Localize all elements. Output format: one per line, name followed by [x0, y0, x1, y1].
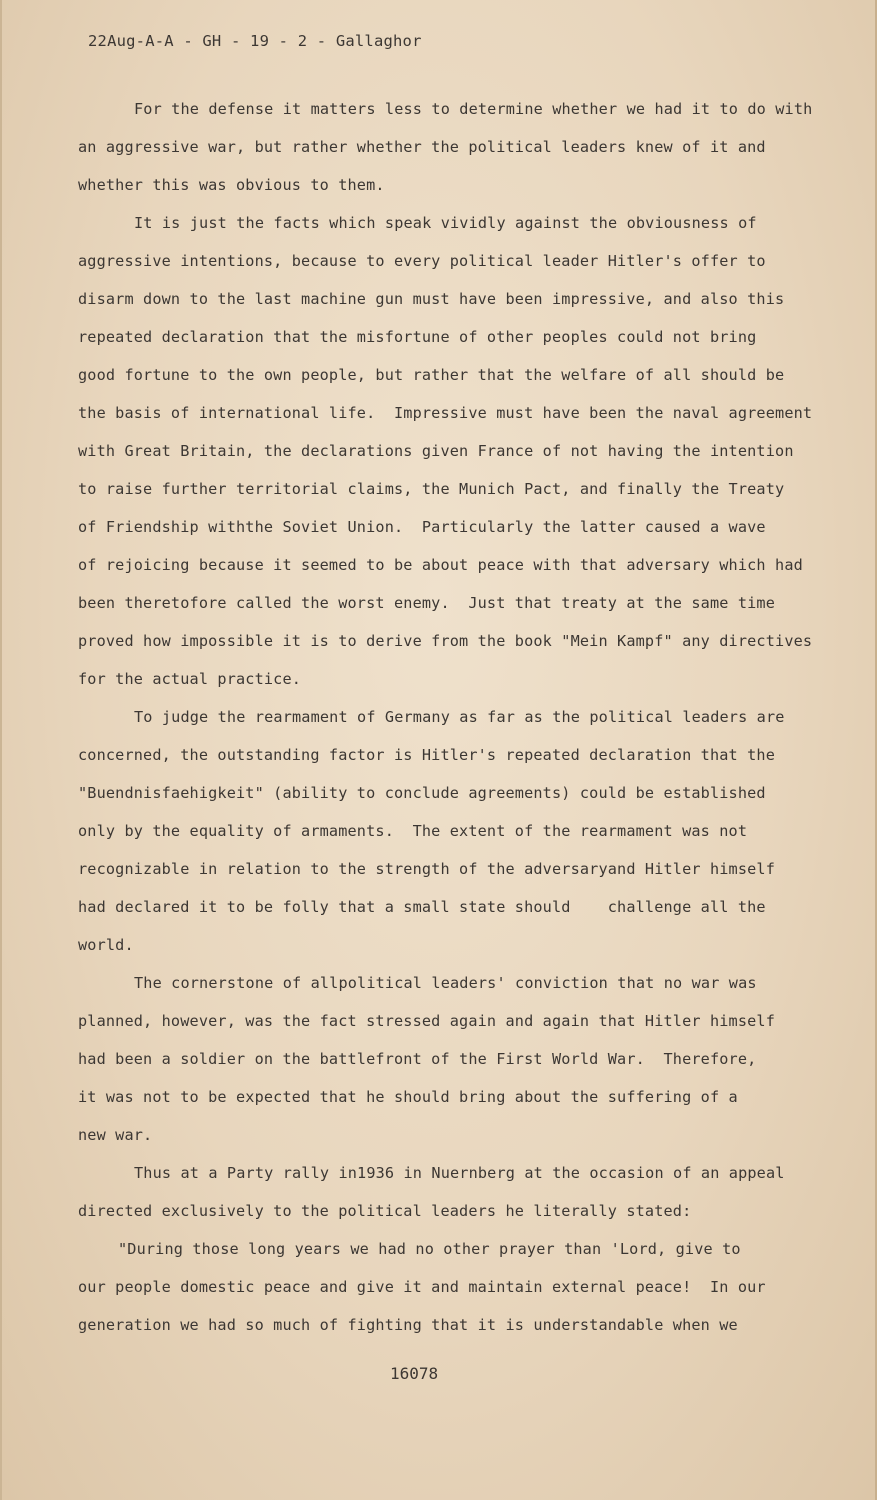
text-line: of Friendship withthe Soviet Union. Particularly the latter caused a wave	[78, 518, 766, 536]
text-line: It is just the facts which speak vividly against the obviousness of	[134, 214, 757, 232]
text-line: with Great Britain, the declarations given France of not having the intention	[78, 442, 794, 460]
text-line: repeated declaration that the misfortune of other peoples could not bring	[78, 328, 757, 346]
text-line: for the actual practice.	[78, 670, 302, 688]
text-line: disarm down to the last machine gun must have been impressive, and also this	[78, 290, 785, 308]
text-line: To judge the rearmament of Germany as far as the political leaders are	[134, 708, 785, 726]
text-line: concerned, the outstanding factor is Hitler's repeated declaration that the	[78, 746, 776, 764]
text-line: The cornerstone of allpolitical leaders' conviction that no war was	[134, 974, 757, 992]
text-line: our people domestic peace and give it and maintain external peace! In our	[78, 1278, 766, 1296]
text-line: "During those long years we had no other prayer than 'Lord, give to	[118, 1240, 741, 1258]
text-line: For the defense it matters less to determine whether we had it to do with	[134, 100, 813, 118]
text-line: it was not to be expected that he should bring about the suffering of a	[78, 1088, 738, 1106]
text-line: an aggressive war, but rather whether the political leaders knew of it and	[78, 138, 766, 156]
text-line: good fortune to the own people, but rather that the welfare of all should be	[78, 366, 785, 384]
text-line: directed exclusively to the political leaders he literally stated:	[78, 1202, 692, 1220]
text-line: "Buendnisfaehigkeit" (ability to conclude agreements) could be established	[78, 784, 766, 802]
text-line: Thus at a Party rally in1936 in Nuernberg at the occasion of an appeal	[134, 1164, 785, 1182]
text-line: the basis of international life. Impressive must have been the naval agreement	[78, 404, 813, 422]
text-line: been theretofore called the worst enemy. Just that treaty at the same time	[78, 594, 776, 612]
text-line: had declared it to be folly that a small state should challenge all the	[78, 898, 766, 916]
text-line: only by the equality of armaments. The extent of the rearmament was not	[78, 822, 748, 840]
text-line: of rejoicing because it seemed to be about peace with that adversary which had	[78, 556, 803, 574]
document-header: 22Aug-A-A - GH - 19 - 2 - Gallaghor	[88, 32, 422, 50]
text-line: to raise further territorial claims, the Munich Pact, and finally the Treaty	[78, 480, 785, 498]
text-line: aggressive intentions, because to every political leader Hitler's offer to	[78, 252, 766, 270]
text-line: planned, however, was the fact stressed again and again that Hitler himself	[78, 1012, 776, 1030]
document-body	[78, 90, 848, 1344]
text-line: new war.	[78, 1126, 153, 1144]
text-line: whether this was obvious to them.	[78, 176, 385, 194]
text-line: generation we had so much of fighting that it is understandable when we	[78, 1316, 738, 1334]
text-line: had been a soldier on the battlefront of the First World War. Therefore,	[78, 1050, 757, 1068]
page-number: 16078	[390, 1364, 439, 1383]
text-line: proved how impossible it is to derive from the book "Mein Kampf" any directives	[78, 632, 813, 650]
text-line: world.	[78, 936, 134, 954]
text-line: recognizable in relation to the strength of the adversaryand Hitler himself	[78, 860, 776, 878]
